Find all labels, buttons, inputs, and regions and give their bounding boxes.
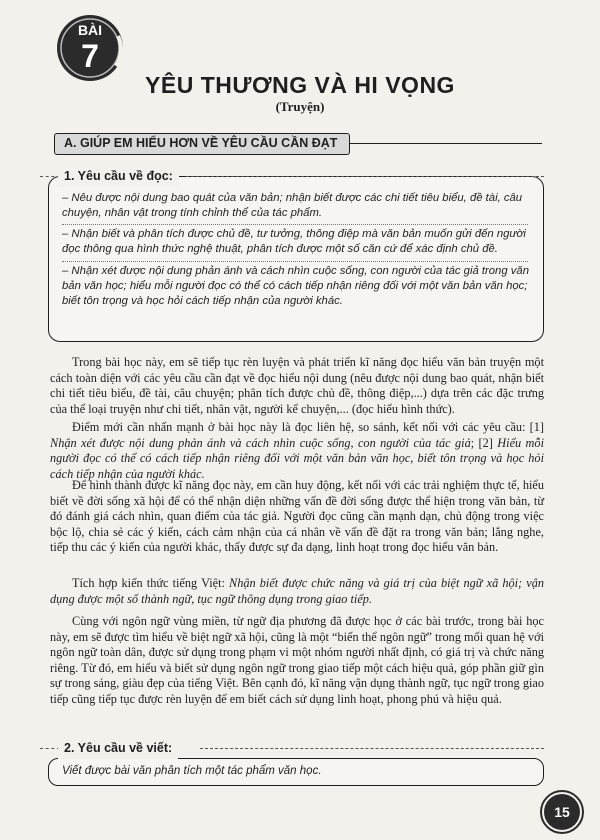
body-paragraph bbox=[50, 420, 544, 482]
reading-item: – Nhận biết và phân tích được chủ đề, tư tưởng, thông điệp mà văn bản muốn gửi đến người đọc thông qua hình thức nghệ thuật, phân tích được một số căn cứ để xác định chủ đề. bbox=[62, 228, 526, 255]
body-paragraph: Cùng với ngôn ngữ vùng miền, từ ngữ địa phương đã được học ở các bài trước, trong bài học này, em sẽ được tìm hiểu về biệt ngữ xã hội, cũng là một “biến thể ngôn ngữ” trong mối quan hệ với ngôn ngữ toàn dân, được sử dụng trong phạm vi một nhóm người nhất định, có giá trị và chức năng riêng. Từ đó, em hiểu và biết sử dụng ngôn ngữ trong giao tiếp một cách hiệu quả, góp phần giữ gìn sự trong sáng, giàu đẹp của tiếng Việt. Bên cạnh đó, kĩ năng vận dụng thành ngữ, tục ngữ trong giao tiếp cũng tiếp tục được rèn luyện để em biết cách sử dụng linh hoạt, phong phú và hiệu quả. bbox=[50, 614, 544, 706]
body-paragraph bbox=[50, 576, 544, 607]
box-dash-right bbox=[200, 748, 544, 749]
reading-item: – Nhận xét được nội dung phản ánh và cách nhìn cuộc sống, con người của tác giả trong văn bản văn học; hiểu mỗi người đọc có thể có cách tiếp nhận riêng đối với một văn bản văn học; biết tôn trọng và học hỏi cách tiếp nhận của người khác. bbox=[62, 265, 529, 307]
box-dash-right bbox=[186, 176, 544, 177]
body-paragraph: Để hình thành được kĩ năng đọc này, em cần huy động, kết nối với các trải nghiệm thực tế, hiểu biết về đời sống xã hội để có thể nhận diện những vấn đề đời sống được thể hiện trong văn bản, từ đó đánh giá cách nhìn, quan điểm của tác giả. Người đọc cũng cần mạnh dạn, chủ động trong việc bộc lộ, chia sẻ các ý kiến, cách cảm nhận của cá nhân về vấn đề đặt ra trong văn bản; lắng nghe, tiếp thu các ý kiến của người khác, thấy được sự đa dạng, linh hoạt trong đọc hiểu văn bản. bbox=[50, 478, 544, 555]
paragraph-text: ; [2] bbox=[470, 435, 498, 450]
section-a-heading: A. GIÚP EM HIỂU HƠN VỀ YÊU CẦU CẦN ĐẠT bbox=[64, 136, 338, 150]
box-dash-left bbox=[40, 176, 60, 177]
reading-heading: 1. Yêu cầu về đọc: bbox=[58, 165, 179, 187]
paragraph-italic: Hiểu mỗi người đọc có thể có cách tiếp nhận riêng đối với một văn bản văn học, biết tôn trọng và học hỏi cách tiếp nhận của người khác. bbox=[50, 435, 544, 481]
lesson-number: 7 bbox=[81, 38, 99, 74]
paragraph-text: Điểm mới cần nhấn mạnh ở bài học này là đọc liên hệ, so sánh, kết nối với các yêu cầu: [1] bbox=[72, 420, 544, 434]
item-separator bbox=[62, 224, 528, 225]
section-a-banner bbox=[54, 133, 542, 155]
lesson-subtitle: (Truyện) bbox=[275, 99, 325, 114]
writing-requirement: Viết được bài văn phân tích một tác phẩm văn học. bbox=[62, 765, 322, 777]
writing-heading: 2. Yêu cầu về viết: bbox=[58, 737, 178, 759]
lesson-label: BÀI bbox=[77, 22, 103, 38]
body-paragraph: Trong bài học này, em sẽ tiếp tục rèn luyện và phát triển kĩ năng đọc hiểu văn bản truyện một cách toàn diện với các yêu cầu cần đạt về đọc hiểu nội dung (nêu được nội dung bao quát, nhận biết chi tiết tiêu biểu, đề tài, câu chuyện; phân tích được chủ đề, thông điệp,...) dựa trên các đặc trưng của thể loại truyện như chi tiết, nhân vật, người kể chuyện,... (đọc hiểu hình thức). bbox=[50, 355, 544, 416]
item-separator bbox=[62, 261, 528, 262]
lesson-title: YÊU THƯƠNG VÀ HI VỌNG bbox=[145, 72, 455, 98]
section-a-rule bbox=[350, 143, 542, 144]
reading-item: – Nêu được nội dung bao quát của văn bản; nhận biết được các chi tiết tiêu biểu, đề tài, câu chuyện, nhân vật trong tính chỉnh thể của tác phẩm. bbox=[62, 192, 523, 219]
paragraph-italic: Nhận xét được nội dung phản ánh và cách nhìn cuộc sống, con người của tác giả bbox=[50, 435, 471, 450]
paragraph-italic: Nhận biết được chức năng và giá trị của biệt ngữ xã hội; vận dụng được một số thành ngữ, tục ngữ thông dụng trong giao tiếp. bbox=[50, 576, 544, 606]
paragraph-text: Tích hợp kiến thức tiếng Việt: bbox=[72, 576, 230, 590]
page-number: 15 bbox=[544, 794, 580, 830]
box-dash-left bbox=[40, 748, 60, 749]
